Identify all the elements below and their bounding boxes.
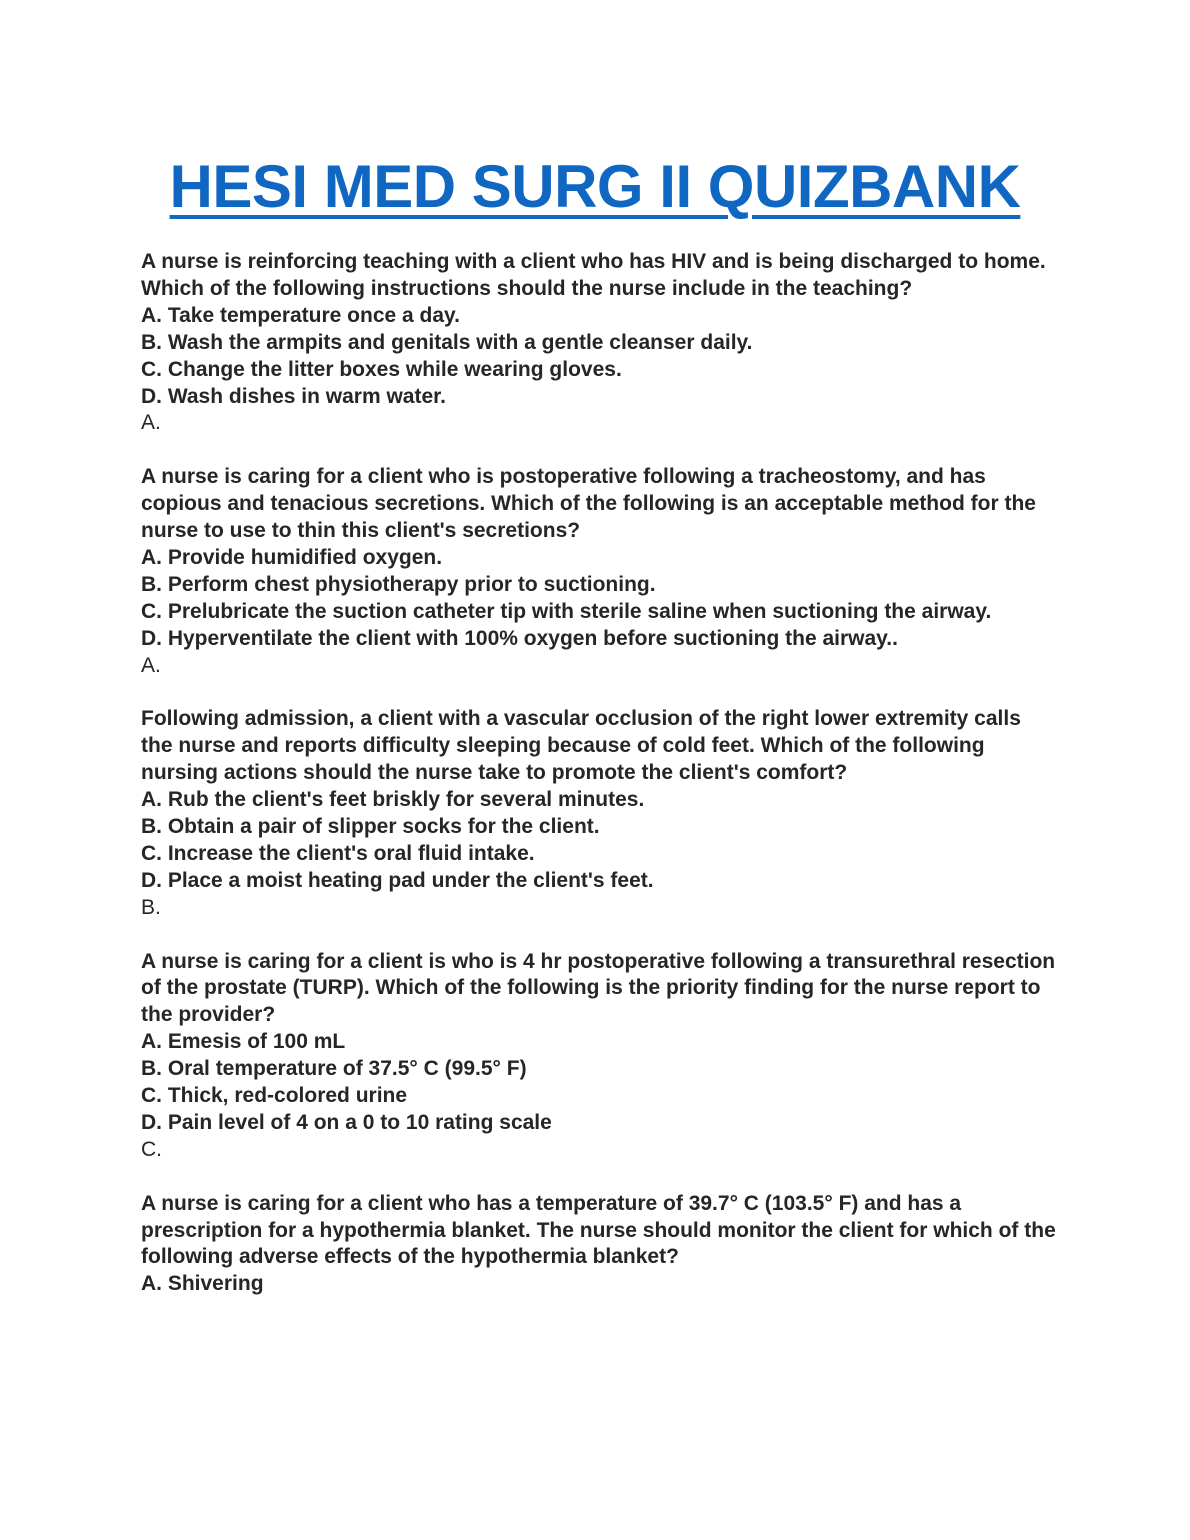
option-c: C. Thick, red-colored urine — [141, 1084, 408, 1108]
option-d: D. Hyperventilate the client with 100% oxygen before suctioning the airway.. — [141, 626, 898, 650]
option-b: B. Wash the armpits and genitals with a gentle cleanser daily. — [141, 330, 753, 354]
question-list — [141, 249, 1056, 1325]
question-4 — [141, 949, 1056, 1164]
option-a: A. Rub the client's feet briskly for several minutes. — [141, 788, 645, 812]
option-c: C. Change the litter boxes while wearing gloves. — [141, 357, 622, 381]
option-b: B. Obtain a pair of slipper socks for the client. — [141, 815, 600, 838]
question-3 — [141, 706, 1056, 921]
question-5 — [141, 1191, 1056, 1299]
question-stem: A nurse is caring for a client who has a temperature of 39.7° C (103.5° F) and has a prescription for a hypothermia blanket. The nurse should monitor the client for which of the following adverse effects of the hypothermia blanket? — [141, 1191, 1056, 1269]
option-c: C. Increase the client's oral fluid intake. — [141, 841, 535, 865]
option-a: A. Take temperature once a day. — [141, 303, 461, 327]
option-d: D. Wash dishes in warm water. — [141, 384, 446, 408]
answer: A. — [141, 411, 161, 435]
option-a: A. Shivering — [141, 1272, 264, 1296]
document-title: HESI MED SURG II QUIZBANK — [169, 153, 1021, 220]
option-b: B. Oral temperature of 37.5° C (99.5° F) — [141, 1057, 527, 1081]
question-stem: A nurse is reinforcing teaching with a client who has HIV and is being discharged to home. Which of the following instructions should the nurse include in the teaching? — [141, 250, 1046, 300]
option-d: D. Place a moist heating pad under the client's feet. — [141, 868, 654, 892]
option-d: D. Pain level of 4 on a 0 to 10 rating scale — [141, 1110, 552, 1134]
option-b: B. Perform chest physiotherapy prior to suctioning. — [141, 572, 656, 596]
question-1 — [141, 249, 1056, 437]
question-stem: A nurse is caring for a client is who is 4 hr postoperative following a transurethral resection of the prostate (TURP). Which of the following is the priority finding for the nurse report to the provider? — [141, 949, 1056, 1027]
answer: C. — [141, 1137, 162, 1161]
answer: B. — [141, 895, 161, 919]
option-a: A. Emesis of 100 mL — [141, 1030, 346, 1054]
question-stem: Following admission, a client with a vascular occlusion of the right lower extremity calls the nurse and reports difficulty sleeping because of cold feet. Which of the following nursing actions should the nurse take to promote the client's comfort? — [141, 707, 1021, 785]
answer: A. — [141, 653, 161, 677]
question-2 — [141, 464, 1056, 679]
option-a: A. Provide humidified oxygen. — [141, 545, 443, 569]
option-c: C. Prelubricate the suction catheter tip with sterile saline when suctioning the airway. — [141, 599, 992, 623]
question-stem: A nurse is caring for a client who is postoperative following a tracheostomy, and has copious and tenacious secretions. Which of the following is an acceptable method for the nurse to use to thin this client's secretions? — [141, 465, 1036, 543]
